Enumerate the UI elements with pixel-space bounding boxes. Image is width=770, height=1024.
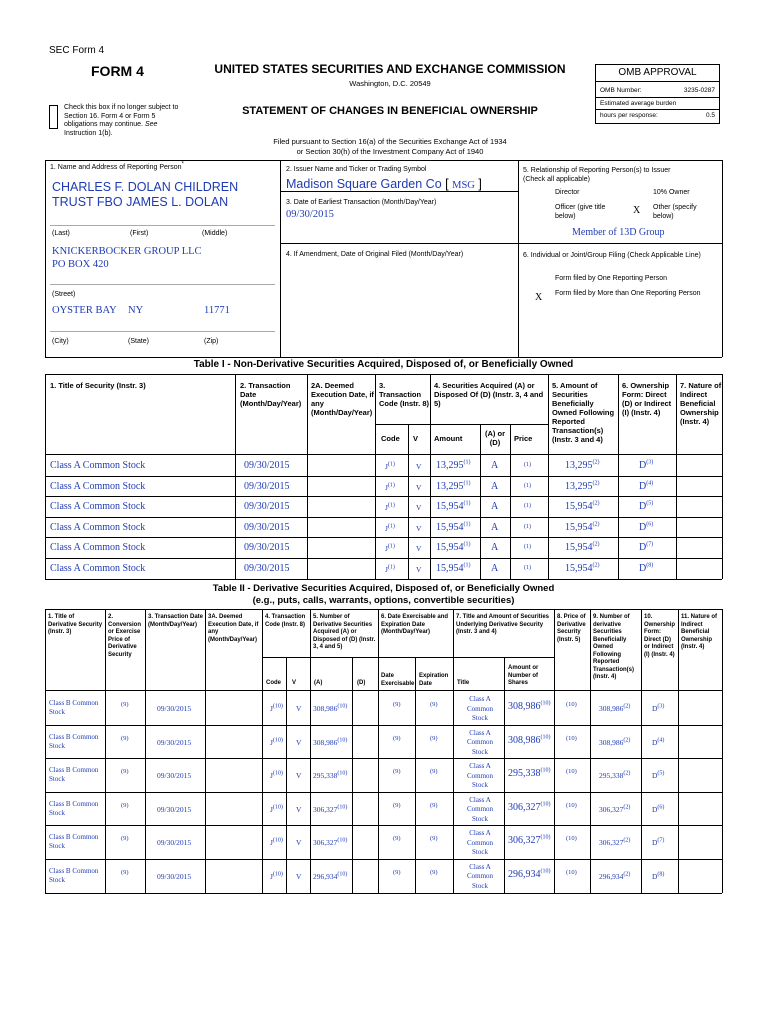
omb-title: OMB APPROVAL	[596, 65, 719, 82]
t2-security-title[interactable]: Class B Common Stock	[49, 732, 99, 750]
t2-sub-title: Title	[457, 680, 470, 686]
t2-ownership-form[interactable]: $D^{(7)}$	[652, 837, 665, 847]
t2-expiration[interactable]: (9)	[430, 701, 438, 708]
t2-h-nature: 11. Nature of Indirect Beneficial Ownership (Instr. 4)	[681, 614, 718, 650]
t1-sub-code: Code	[381, 434, 400, 443]
t1-transaction-date[interactable]: 09/30/2015	[244, 562, 290, 574]
t1-row-divider	[45, 517, 722, 518]
t1-security-title[interactable]: Class A Common Stock	[50, 480, 146, 492]
t2-conversion[interactable]: (9)	[121, 701, 129, 708]
t2-owned[interactable]: 308,986$^{(2)}$	[599, 737, 631, 747]
omb-number: 3235-0287	[683, 87, 715, 94]
zip-value[interactable]: 11771	[204, 305, 230, 316]
t2-ownership-form[interactable]: $D^{(6)}$	[652, 804, 665, 814]
t2-ownership-form[interactable]: $D^{(5)}$	[652, 770, 665, 780]
form-title: FORM 4	[91, 63, 144, 79]
checkbox-label: Check this box if no longer subject to Section 16. Form 4 or Form 5 obligations may continue. See Instruction 1(b).	[64, 104, 179, 137]
t2-acquired[interactable]: 295,338$^{(10)}$	[313, 770, 348, 780]
t2-h-code: 4. Transaction Code (Instr. 8)	[265, 614, 306, 628]
t2-row-divider	[45, 758, 722, 759]
t1-price[interactable]: (1)	[524, 462, 531, 468]
relationship-label: 5. Relationship of Reporting Person(s) to Issuer (Check all applicable)	[523, 167, 671, 183]
t2-owned[interactable]: 306,327$^{(2)}$	[599, 837, 631, 847]
t2-security-title[interactable]: Class B Common Stock	[49, 699, 99, 716]
t2-h-form: 10. Ownership Form: Direct (D) or Indirect (I) (Instr. 4)	[644, 614, 676, 658]
table-row	[45, 541, 722, 557]
t1-acquired-disposed[interactable]: A	[491, 460, 499, 471]
t1-h-form: 6. Ownership Form: Direct (D) or Indirect (I) (Instr. 4)	[622, 381, 672, 417]
t1-security-title[interactable]: Class A Common Stock	[50, 501, 146, 512]
t2-ownership-form[interactable]: $D^{(3)}$	[652, 703, 665, 713]
t2-acquired[interactable]: 306,327$^{(10)}$	[313, 837, 348, 847]
t2-underlying-amount[interactable]: 306,327$^{(10)}$	[508, 834, 551, 846]
member-13d-group: Member of 13D Group	[572, 227, 665, 238]
t2-conversion[interactable]: (9)	[121, 734, 129, 742]
t1-v[interactable]: V	[416, 544, 422, 553]
t1-price[interactable]: (1)	[524, 564, 531, 571]
t2-sub-v: V	[292, 680, 297, 686]
t2-exercisable[interactable]: (9)	[393, 734, 401, 742]
t1-row-divider	[45, 496, 722, 497]
t2-row-divider	[45, 859, 722, 860]
t2-exercisable[interactable]: (9)	[393, 835, 401, 842]
t1-price[interactable]: (1)	[524, 482, 531, 489]
t2-h-title: 1. Title of Derivative Security (Instr. 3)	[48, 614, 103, 635]
t2-price[interactable]: (10)	[566, 734, 577, 742]
t1-owned[interactable]: 15,954$^{(2)}$	[565, 541, 600, 553]
t2-expiration[interactable]: (9)	[430, 835, 438, 842]
table-row	[45, 459, 722, 475]
t2-price[interactable]: (10)	[566, 835, 577, 842]
table-row	[45, 521, 722, 537]
t1-transaction-date[interactable]: 09/30/2015	[244, 542, 290, 553]
t2-sub-amount: Amount or Number of Shares	[508, 665, 539, 686]
t2-security-title[interactable]: Class B Common Stock	[49, 766, 99, 783]
first-label: (First)	[130, 230, 149, 237]
t2-exercisable[interactable]: (9)	[393, 801, 401, 809]
t1-acquired-disposed[interactable]: A	[491, 562, 499, 574]
t2-price[interactable]: (10)	[566, 768, 577, 775]
city-value[interactable]: OYSTER BAY	[52, 305, 117, 316]
t1-price[interactable]: (1)	[524, 544, 531, 550]
commission-city: Washington, D.C. 20549	[349, 79, 431, 88]
t1-v[interactable]: V	[416, 482, 422, 492]
t1-amount[interactable]: 15,954$^{(1)}$	[436, 562, 471, 574]
t2-expiration[interactable]: (9)	[430, 801, 438, 809]
table2-title: Table II - Derivative Securities Acquired, Disposed of, or Beneficially Owned (e.g., puts, calls, warrants, options, convertible securities)	[212, 583, 555, 606]
t2-h-deemed: 3A. Deemed Execution Date, if any (Month/Day/Year)	[208, 614, 259, 643]
t1-owned[interactable]: 13,295$^{(2)}$	[565, 459, 600, 471]
omb-number-label: OMB Number:	[600, 87, 642, 94]
t2-conversion[interactable]: (9)	[121, 768, 129, 775]
t1-ownership-form[interactable]: $D^{(5)}$	[639, 500, 654, 512]
issuer-name-ticker[interactable]: Madison Square Garden Co [ MSG ]	[286, 177, 482, 191]
t2-h-price: 8. Price of Derivative Security (Instr. 5)	[557, 614, 586, 643]
city-label: (City)	[52, 338, 69, 345]
t2-sub-d: (D)	[357, 680, 366, 686]
t2-transaction-date[interactable]: 09/30/2015	[157, 771, 192, 780]
t2-transaction-date[interactable]: 09/30/2015	[157, 838, 192, 847]
filed-pursuant: Filed pursuant to Section 16(a) of the Securities Exchange Act of 1934 or Section 30(h) of the Investment Company Act of 1940	[273, 137, 507, 156]
t2-conversion[interactable]: (9)	[121, 835, 129, 842]
t2-sub-exercisable: Date Exercisable	[381, 673, 415, 687]
t1-security-title[interactable]: Class A Common Stock	[50, 542, 146, 553]
last-label: (Last)	[52, 230, 70, 237]
t2-underlying-title[interactable]: Class A Common Stock	[466, 829, 494, 856]
t1-amount[interactable]: 15,954$^{(1)}$	[436, 521, 471, 533]
director-label: Director	[555, 189, 580, 196]
t2-underlying-title[interactable]: Class A Common Stock	[466, 695, 494, 722]
omb-approval-box	[595, 64, 720, 124]
t1-code[interactable]: $J^{(1)}$	[385, 482, 395, 492]
t2-h-owned: 9. Number of derivative Securities Beneficially Owned Following Reported Transaction(s) (Instr. 4)	[593, 614, 635, 680]
t2-h-exercisable: 6. Date Exercisable and Expiration Date (Month/Day/Year)	[381, 614, 449, 635]
t1-acquired-disposed[interactable]: A	[491, 480, 499, 492]
t1-amount[interactable]: 13,295$^{(1)}$	[436, 459, 471, 471]
t1-owned[interactable]: 15,954$^{(2)}$	[565, 521, 600, 533]
filed-by-more-checkmark[interactable]: X	[535, 292, 543, 303]
t2-underlying-amount[interactable]: 296,934$^{(10)}$	[508, 868, 551, 880]
t1-amount[interactable]: 15,954$^{(1)}$	[436, 541, 471, 553]
t2-code[interactable]: $J^{(10)}$	[270, 871, 283, 881]
t2-sub-a: (A)	[314, 680, 323, 686]
t2-owned[interactable]: 306,327$^{(2)}$	[599, 804, 631, 814]
t2-security-title[interactable]: Class B Common Stock	[49, 866, 99, 884]
t1-ownership-form[interactable]: $D^{(6)}$	[639, 521, 654, 533]
omb-hours: 0.5	[705, 112, 715, 119]
t1-acquired-disposed[interactable]: A	[491, 501, 499, 512]
t2-underlying-title[interactable]: Class A Common Stock	[466, 862, 494, 890]
other-label: Other (specify below)	[653, 204, 697, 220]
omb-burden-label: Estimated average burden	[600, 100, 677, 107]
t2-security-title[interactable]: Class B Common Stock	[49, 833, 99, 850]
t1-code[interactable]: $J^{(1)}$	[385, 502, 395, 512]
t2-expiration[interactable]: (9)	[430, 734, 438, 742]
t2-underlying-title[interactable]: Class A Common Stock	[466, 795, 494, 823]
t2-acquired[interactable]: 296,934$^{(10)}$	[313, 871, 348, 881]
t1-v[interactable]: V	[416, 462, 422, 471]
t2-h-underlying: 7. Title and Amount of Securities Underlying Derivative Security (Instr. 3 and 4)	[456, 614, 550, 635]
t1-h-title: 1. Title of Security (Instr. 3)	[50, 381, 146, 390]
t2-underlying-amount[interactable]: 308,986$^{(10)}$	[508, 700, 551, 712]
t1-row-divider	[45, 476, 722, 477]
t2-v[interactable]: V	[296, 871, 302, 881]
t1-v[interactable]: V	[416, 564, 422, 574]
t2-row-divider	[45, 825, 722, 826]
t2-underlying-amount[interactable]: 306,327$^{(10)}$	[508, 801, 551, 813]
t1-security-title[interactable]: Class A Common Stock	[50, 521, 146, 533]
t1-h-nature: 7. Nature of Indirect Beneficial Ownership (Instr. 4)	[680, 381, 722, 426]
t2-acquired[interactable]: 308,986$^{(10)}$	[313, 737, 348, 747]
t1-security-title[interactable]: Class A Common Stock	[50, 460, 146, 471]
t1-v[interactable]: V	[416, 523, 422, 533]
t2-owned[interactable]: 296,934$^{(2)}$	[599, 871, 631, 881]
t1-owned[interactable]: 15,954$^{(2)}$	[565, 500, 600, 512]
t2-acquired[interactable]: 308,986$^{(10)}$	[313, 703, 348, 713]
table-row	[45, 500, 722, 516]
earliest-date[interactable]: 09/30/2015	[286, 209, 334, 220]
reporting-person-label: 1. Name and Address of Reporting Person*	[50, 161, 184, 171]
table-row	[45, 480, 722, 496]
issuer-label: 2. Issuer Name and Ticker or Trading Symbol	[286, 166, 427, 173]
reporting-address[interactable]: KNICKERBOCKER GROUP LLC PO BOX 420	[52, 246, 202, 270]
table1-title: Table I - Non-Derivative Securities Acquired, Disposed of, or Beneficially Owned	[193, 359, 574, 370]
ten-pct-owner-label: 10% Owner	[653, 189, 690, 196]
t2-exercisable[interactable]: (9)	[393, 701, 401, 708]
no-longer-subject-checkbox[interactable]	[49, 105, 58, 129]
t2-row-divider	[45, 792, 722, 793]
t2-ownership-form[interactable]: $D^{(8)}$	[652, 871, 665, 881]
t2-sub-code: Code	[266, 680, 281, 686]
t2-v[interactable]: V	[296, 737, 302, 747]
t2-code[interactable]: $J^{(10)}$	[270, 737, 283, 747]
t1-transaction-date[interactable]: 09/30/2015	[244, 521, 290, 533]
t2-security-title[interactable]: Class B Common Stock	[49, 799, 99, 817]
t1-ownership-form[interactable]: $D^{(7)}$	[639, 541, 654, 553]
amendment-label: 4. If Amendment, Date of Original Filed (Month/Day/Year)	[286, 251, 464, 258]
t2-transaction-date[interactable]: 09/30/2015	[157, 704, 192, 713]
t2-v[interactable]: V	[296, 704, 302, 713]
reporting-person-name[interactable]: CHARLES F. DOLAN CHILDREN TRUST FBO JAMES L. DOLAN	[52, 180, 239, 209]
state-label: (State)	[128, 338, 150, 345]
filing-type-label: 6. Individual or Joint/Group Filing (Check Applicable Line)	[523, 252, 701, 259]
t1-h-owned: 5. Amount of Securities Beneficially Owned Following Reported Transaction(s) (Instr. 3 and 4)	[552, 381, 615, 444]
t2-owned[interactable]: 295,338$^{(2)}$	[599, 770, 631, 780]
t1-sub-amount: Amount	[434, 434, 463, 443]
state-value[interactable]: NY	[128, 305, 144, 316]
t1-owned[interactable]: 13,295$^{(2)}$	[565, 480, 600, 492]
t2-row-divider	[45, 725, 722, 726]
table-row	[45, 562, 722, 578]
t2-code[interactable]: $J^{(10)}$	[270, 703, 283, 713]
t2-v[interactable]: V	[296, 771, 302, 780]
t2-conversion[interactable]: (9)	[121, 868, 129, 876]
t1-h-date: 2. Transaction Date (Month/Day/Year)	[240, 381, 302, 408]
t2-v[interactable]: V	[296, 804, 302, 814]
t2-code[interactable]: $J^{(10)}$	[270, 770, 283, 780]
statement-title: STATEMENT OF CHANGES IN BENEFICIAL OWNERSHIP	[242, 105, 538, 117]
t1-h-code: 3. Transaction Code (Instr. 8)	[379, 381, 430, 408]
commission-title: UNITED STATES SECURITIES AND EXCHANGE COMMISSION	[214, 62, 566, 76]
t1-h-acquired: 4. Securities Acquired (A) or Disposed Of (D) (Instr. 3, 4 and 5)	[434, 381, 544, 408]
t2-h-conversion: 2. Conversion or Exercise Price of Derivative Security	[108, 614, 142, 658]
t2-transaction-date[interactable]: 09/30/2015	[157, 737, 192, 747]
t2-underlying-title[interactable]: Class A Common Stock	[466, 728, 494, 756]
street-label: (Street)	[52, 291, 76, 298]
middle-label: (Middle)	[202, 230, 228, 237]
t2-conversion[interactable]: (9)	[121, 801, 129, 809]
t2-ownership-form[interactable]: $D^{(4)}$	[652, 737, 665, 747]
t1-sub-ad: (A) or (D)	[485, 429, 505, 447]
t1-price[interactable]: (1)	[524, 523, 531, 530]
t2-expiration[interactable]: (9)	[430, 768, 438, 775]
t2-owned[interactable]: 308,986$^{(2)}$	[599, 703, 631, 713]
omb-hours-label: hours per response:	[600, 112, 658, 119]
t1-acquired-disposed[interactable]: A	[491, 542, 499, 553]
t1-h-deemed: 2A. Deemed Execution Date, if any (Month/Day/Year)	[311, 381, 374, 417]
t2-code[interactable]: $J^{(10)}$	[270, 837, 283, 847]
t2-code[interactable]: $J^{(10)}$	[270, 804, 283, 814]
filed-by-more-label: Form filed by More than One Reporting Person	[555, 290, 701, 297]
t1-amount[interactable]: 13,295$^{(1)}$	[436, 480, 471, 492]
t2-transaction-date[interactable]: 09/30/2015	[157, 804, 192, 814]
t2-transaction-date[interactable]: 09/30/2015	[157, 871, 192, 881]
t1-sub-price: Price	[514, 434, 533, 443]
t2-price[interactable]: (10)	[566, 868, 577, 876]
officer-label: Officer (give title below)	[555, 204, 606, 220]
t2-h-number: 5. Number of Derivative Securities Acquired (A) or Disposed of (D) (Instr. 3, 4 and 5)	[313, 614, 376, 650]
t1-row-divider	[45, 558, 722, 559]
t1-sub-v: V	[413, 434, 419, 443]
t1-code[interactable]: $J^{(1)}$	[385, 564, 395, 574]
t2-h-date: 3. Transaction Date (Month/Day/Year)	[148, 614, 204, 628]
t2-sub-expiration: Expiration Date	[419, 673, 449, 687]
t2-acquired[interactable]: 306,327$^{(10)}$	[313, 804, 348, 814]
t2-price[interactable]: (10)	[566, 801, 577, 809]
t1-code[interactable]: $J^{(1)}$	[385, 543, 395, 553]
t1-transaction-date[interactable]: 09/30/2015	[244, 501, 290, 512]
other-checkmark[interactable]: X	[633, 205, 641, 216]
t1-row-divider	[45, 537, 722, 538]
t1-transaction-date[interactable]: 09/30/2015	[244, 480, 290, 492]
t2-v[interactable]: V	[296, 838, 302, 847]
t2-price[interactable]: (10)	[566, 701, 577, 708]
t2-exercisable[interactable]: (9)	[393, 868, 401, 876]
t1-transaction-date[interactable]: 09/30/2015	[244, 460, 290, 471]
t1-owned[interactable]: 15,954$^{(2)}$	[565, 562, 600, 574]
t1-acquired-disposed[interactable]: A	[491, 521, 499, 533]
zip-label: (Zip)	[204, 338, 219, 345]
t1-ownership-form[interactable]: $D^{(8)}$	[639, 562, 654, 574]
t1-amount[interactable]: 15,954$^{(1)}$	[436, 500, 471, 512]
t1-code[interactable]: $J^{(1)}$	[385, 461, 395, 471]
t2-underlying-amount[interactable]: 295,338$^{(10)}$	[508, 767, 551, 779]
t1-code[interactable]: $J^{(1)}$	[385, 523, 395, 533]
t2-underlying-amount[interactable]: 308,986$^{(10)}$	[508, 734, 551, 746]
t2-expiration[interactable]: (9)	[430, 868, 438, 876]
t2-exercisable[interactable]: (9)	[393, 768, 401, 775]
t1-ownership-form[interactable]: $D^{(4)}$	[639, 480, 654, 492]
t1-ownership-form[interactable]: $D^{(3)}$	[639, 459, 654, 471]
t2-underlying-title[interactable]: Class A Common Stock	[466, 762, 494, 789]
filed-by-one-label: Form filed by One Reporting Person	[555, 275, 668, 282]
sec-form-label: SEC Form 4	[49, 45, 105, 56]
t1-security-title[interactable]: Class A Common Stock	[50, 562, 146, 574]
t1-v[interactable]: V	[416, 503, 422, 512]
t1-price[interactable]: (1)	[524, 503, 531, 509]
earliest-date-label: 3. Date of Earliest Transaction (Month/Day/Year)	[286, 199, 437, 206]
